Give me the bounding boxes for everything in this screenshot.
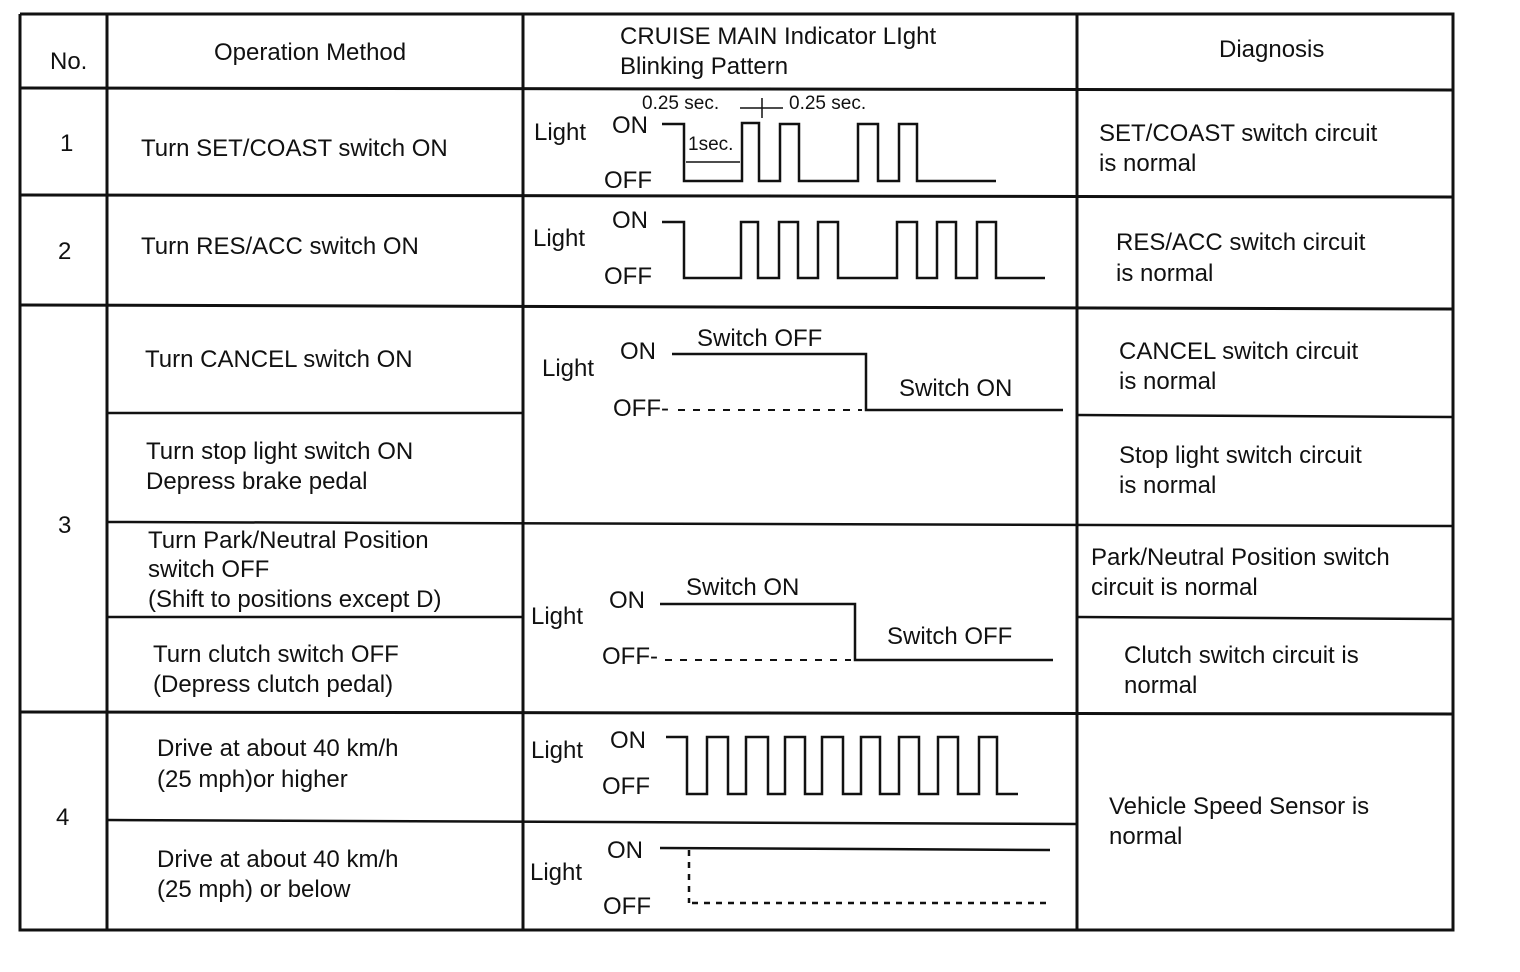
row3b-diagnosis-1: Stop light switch circuit	[1119, 442, 1362, 469]
row1-diagnosis-1: SET/COAST switch circuit	[1099, 120, 1378, 147]
pattern4b-on-line	[660, 848, 1050, 850]
row3c-operation-1: Turn Park/Neutral Position	[148, 527, 429, 554]
row3c-switch-off-label: Switch OFF	[887, 623, 1013, 650]
header-pattern-line2: Blinking Pattern	[620, 53, 789, 80]
row3b-operation-1: Turn stop light switch ON	[146, 438, 414, 465]
row4b-on-label: ON	[607, 837, 643, 864]
row3c-diagnosis-1: Park/Neutral Position switch	[1091, 544, 1390, 571]
row3b-diagnosis-2: is normal	[1119, 472, 1217, 499]
row3c-switch-on-label: Switch ON	[686, 574, 800, 601]
row4a-operation-1: Drive at about 40 km/h	[157, 735, 399, 762]
row4b-operation-1: Drive at about 40 km/h	[157, 846, 399, 873]
row1-quarter-sec-right: 0.25 sec.	[789, 93, 867, 114]
row4a-light-label: Light	[531, 737, 584, 764]
row2-operation: Turn RES/ACC switch ON	[141, 233, 419, 260]
header-pattern-line1: CRUISE MAIN Indicator LIght	[620, 23, 937, 50]
row3a-switch-off-label: Switch OFF	[697, 325, 823, 352]
row4b-light-label: Light	[530, 859, 583, 886]
row3c-light-label: Light	[531, 603, 584, 630]
row3d-operation-2: (Depress clutch pedal)	[153, 671, 394, 698]
row2-no: 2	[58, 238, 72, 265]
row4b-operation-2: (25 mph) or below	[157, 876, 351, 903]
row1-one-sec: 1sec.	[688, 134, 734, 155]
row3d-diagnosis-1: Clutch switch circuit is	[1124, 642, 1359, 669]
row2-off-label: OFF	[604, 263, 652, 290]
row2-diagnosis-1: RES/ACC switch circuit	[1116, 229, 1366, 256]
row4a-operation-2: (25 mph)or higher	[157, 766, 348, 793]
row3d-operation-1: Turn clutch switch OFF	[153, 641, 399, 668]
row3a-off-label: OFF-	[613, 395, 669, 422]
pattern4a-wave	[666, 737, 1018, 794]
row4a-off-label: OFF	[602, 773, 650, 800]
row3a-on-label: ON	[620, 338, 656, 365]
row3a-diagnosis-1: CANCEL switch circuit	[1119, 338, 1359, 365]
r3-diag-line-c	[1077, 617, 1453, 619]
row3b-operation-2: Depress brake pedal	[146, 468, 368, 495]
row1-off-label: OFF	[604, 167, 652, 194]
row-line-2	[20, 305, 1453, 309]
row3a-diagnosis-2: is normal	[1119, 368, 1217, 395]
row-line-1	[20, 195, 1453, 197]
row3a-light-label: Light	[542, 355, 595, 382]
pattern2-wave	[662, 222, 1045, 278]
row4-diagnosis-1: Vehicle Speed Sensor is	[1109, 793, 1370, 820]
row3a-operation: Turn CANCEL switch ON	[145, 346, 413, 373]
row-line-3	[20, 712, 1453, 714]
row2-on-label: ON	[612, 207, 648, 234]
row3c-operation-2: switch OFF	[148, 556, 270, 583]
row4-diagnosis-2: normal	[1109, 823, 1183, 850]
row4a-on-label: ON	[610, 727, 646, 754]
header-diagnosis: Diagnosis	[1219, 36, 1325, 63]
row2-light-label: Light	[533, 225, 586, 252]
row3c-diagnosis-2: circuit is normal	[1091, 574, 1258, 601]
row3-no: 3	[58, 512, 72, 539]
r4-line	[107, 820, 1077, 824]
row3c-on-label: ON	[609, 587, 645, 614]
row3c-operation-3: (Shift to positions except D)	[148, 586, 442, 613]
row1-quarter-sec-left: 0.25 sec.	[642, 93, 720, 114]
row1-diagnosis-2: is normal	[1099, 150, 1197, 177]
row1-no: 1	[60, 130, 74, 157]
header-no: No.	[50, 48, 88, 75]
row1-on-label: ON	[612, 112, 648, 139]
row1-light-label: Light	[534, 119, 587, 146]
r3-diag-line-a	[1077, 415, 1453, 417]
row4-no: 4	[56, 804, 70, 831]
row3c-off-label: OFF-	[602, 643, 658, 670]
row3d-diagnosis-2: normal	[1124, 672, 1198, 699]
row-line-header	[20, 88, 1453, 90]
row3a-switch-on-label: Switch ON	[899, 375, 1013, 402]
row2-diagnosis-2: is normal	[1116, 260, 1214, 287]
header-operation: Operation Method	[214, 39, 407, 66]
row1-operation: Turn SET/COAST switch ON	[141, 135, 448, 162]
row4b-off-label: OFF	[603, 893, 651, 920]
